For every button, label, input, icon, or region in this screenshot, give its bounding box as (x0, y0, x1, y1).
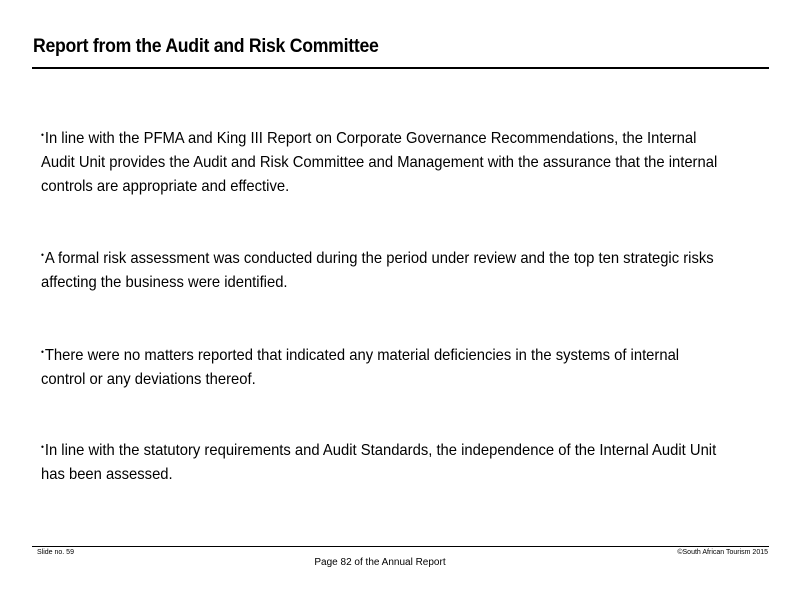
bullet-text: There were no matters reported that indicated any material deficiencies in the systems of internal control or any deviations thereof. (41, 347, 680, 388)
bullet-item (41, 435, 726, 487)
copyright-notice: ©South African Tourism 2015 (677, 549, 768, 556)
title-divider (32, 67, 769, 69)
bullet-marker: • (41, 347, 44, 357)
bullet-text: In line with the statutory requirements and Audit Standards, the independence of the Internal Audit Unit has been assessed. (41, 442, 717, 483)
footer-divider (32, 546, 769, 547)
bullet-item (41, 123, 726, 199)
bullet-item (41, 340, 726, 392)
slide-number: Slide no. 59 (37, 549, 74, 556)
page-reference: Page 82 of the Annual Report (314, 557, 446, 568)
bullet-text: In line with the PFMA and King III Report on Corporate Governance Recommendations, the Internal Audit Unit provides the Audit and Risk Committee and Management with the assurance that the internal controls are appropriate and effective. (41, 130, 718, 195)
slide-title: Report from the Audit and Risk Committee (33, 36, 379, 57)
bullet-text: A formal risk assessment was conducted during the period under review and the top ten strategic risks affecting the business were identified. (41, 250, 714, 291)
bullet-marker: • (41, 250, 44, 260)
bullet-marker: • (41, 442, 44, 452)
bullet-marker: • (41, 130, 44, 140)
bullet-item (41, 243, 726, 295)
